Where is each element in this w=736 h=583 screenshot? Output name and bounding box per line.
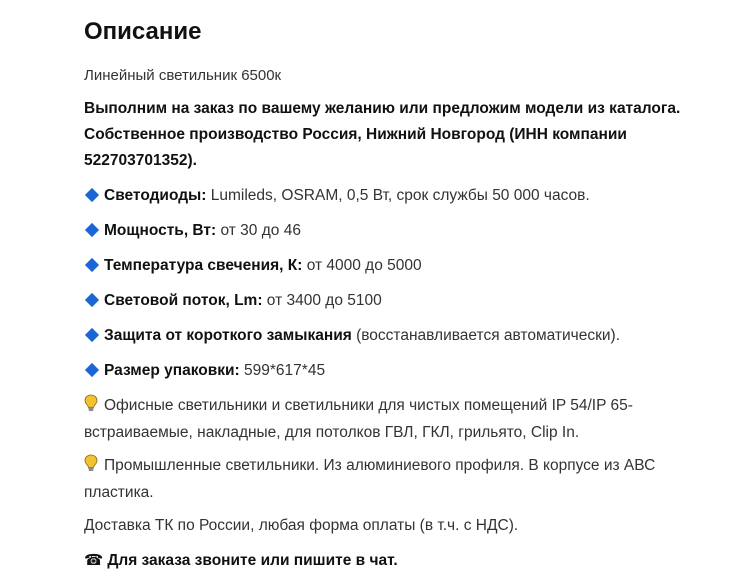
feature-label: Светодиоды: [104, 187, 207, 204]
feature-label: Мощность, Вт: [104, 222, 217, 239]
feature-label: Защита от короткого замыкания [104, 327, 352, 344]
feature-label: Температура свечения, К: [104, 257, 303, 274]
feature-value: от 30 до 46 [216, 222, 301, 239]
note-text: Офисные светильники и светильники для чистых помещений IP 54/IP 65- встраиваемые, накладные, для потолков ГВЛ, ГКЛ, грильято, Clip In. [84, 397, 633, 441]
contact-line [84, 548, 398, 573]
feature-item [84, 218, 301, 243]
note-item [84, 453, 704, 505]
contact-text: Для заказа звоните или пишите в чат. [107, 552, 398, 569]
diamond-icon [85, 328, 99, 342]
section-heading: Описание [84, 18, 202, 45]
diamond-icon [85, 363, 99, 377]
product-subtitle: Линейный светильник 6500к [84, 67, 282, 84]
feature-label: Световой поток, Lm: [104, 292, 263, 309]
feature-value: от 4000 до 5000 [302, 257, 422, 274]
feature-value: 599*617*45 [239, 362, 326, 379]
feature-value: от 3400 до 5100 [262, 292, 382, 309]
feature-value: (восстанавливается автоматически). [351, 327, 621, 344]
note-text: Промышленные светильники. Из алюминиевого профиля. В корпусе из АВС пластика. [84, 457, 656, 501]
lightbulb-icon [84, 454, 102, 480]
intro-text: Выполним на заказ по вашему желанию или предложим модели из каталога. Собственное производство Россия, Нижний Новгород (ИНН компании 522703701352). [84, 100, 681, 169]
feature-item [84, 253, 422, 278]
feature-value: Lumileds, OSRAM, 0,5 Вт, срок службы 50 000 часов. [206, 187, 590, 204]
diamond-icon [85, 258, 99, 272]
diamond-icon [85, 293, 99, 307]
feature-item [84, 323, 620, 348]
feature-item [84, 358, 325, 383]
delivery-text: Доставка ТК по России, любая форма оплаты (в т.ч. с НДС). [84, 517, 519, 534]
feature-item [84, 288, 382, 313]
feature-label: Размер упаковки: [104, 362, 240, 379]
diamond-icon [85, 223, 99, 237]
note-item [84, 393, 704, 445]
feature-item [84, 183, 590, 208]
telephone-icon: ☎ [84, 552, 104, 569]
lightbulb-icon [84, 394, 102, 420]
diamond-icon [85, 188, 99, 202]
